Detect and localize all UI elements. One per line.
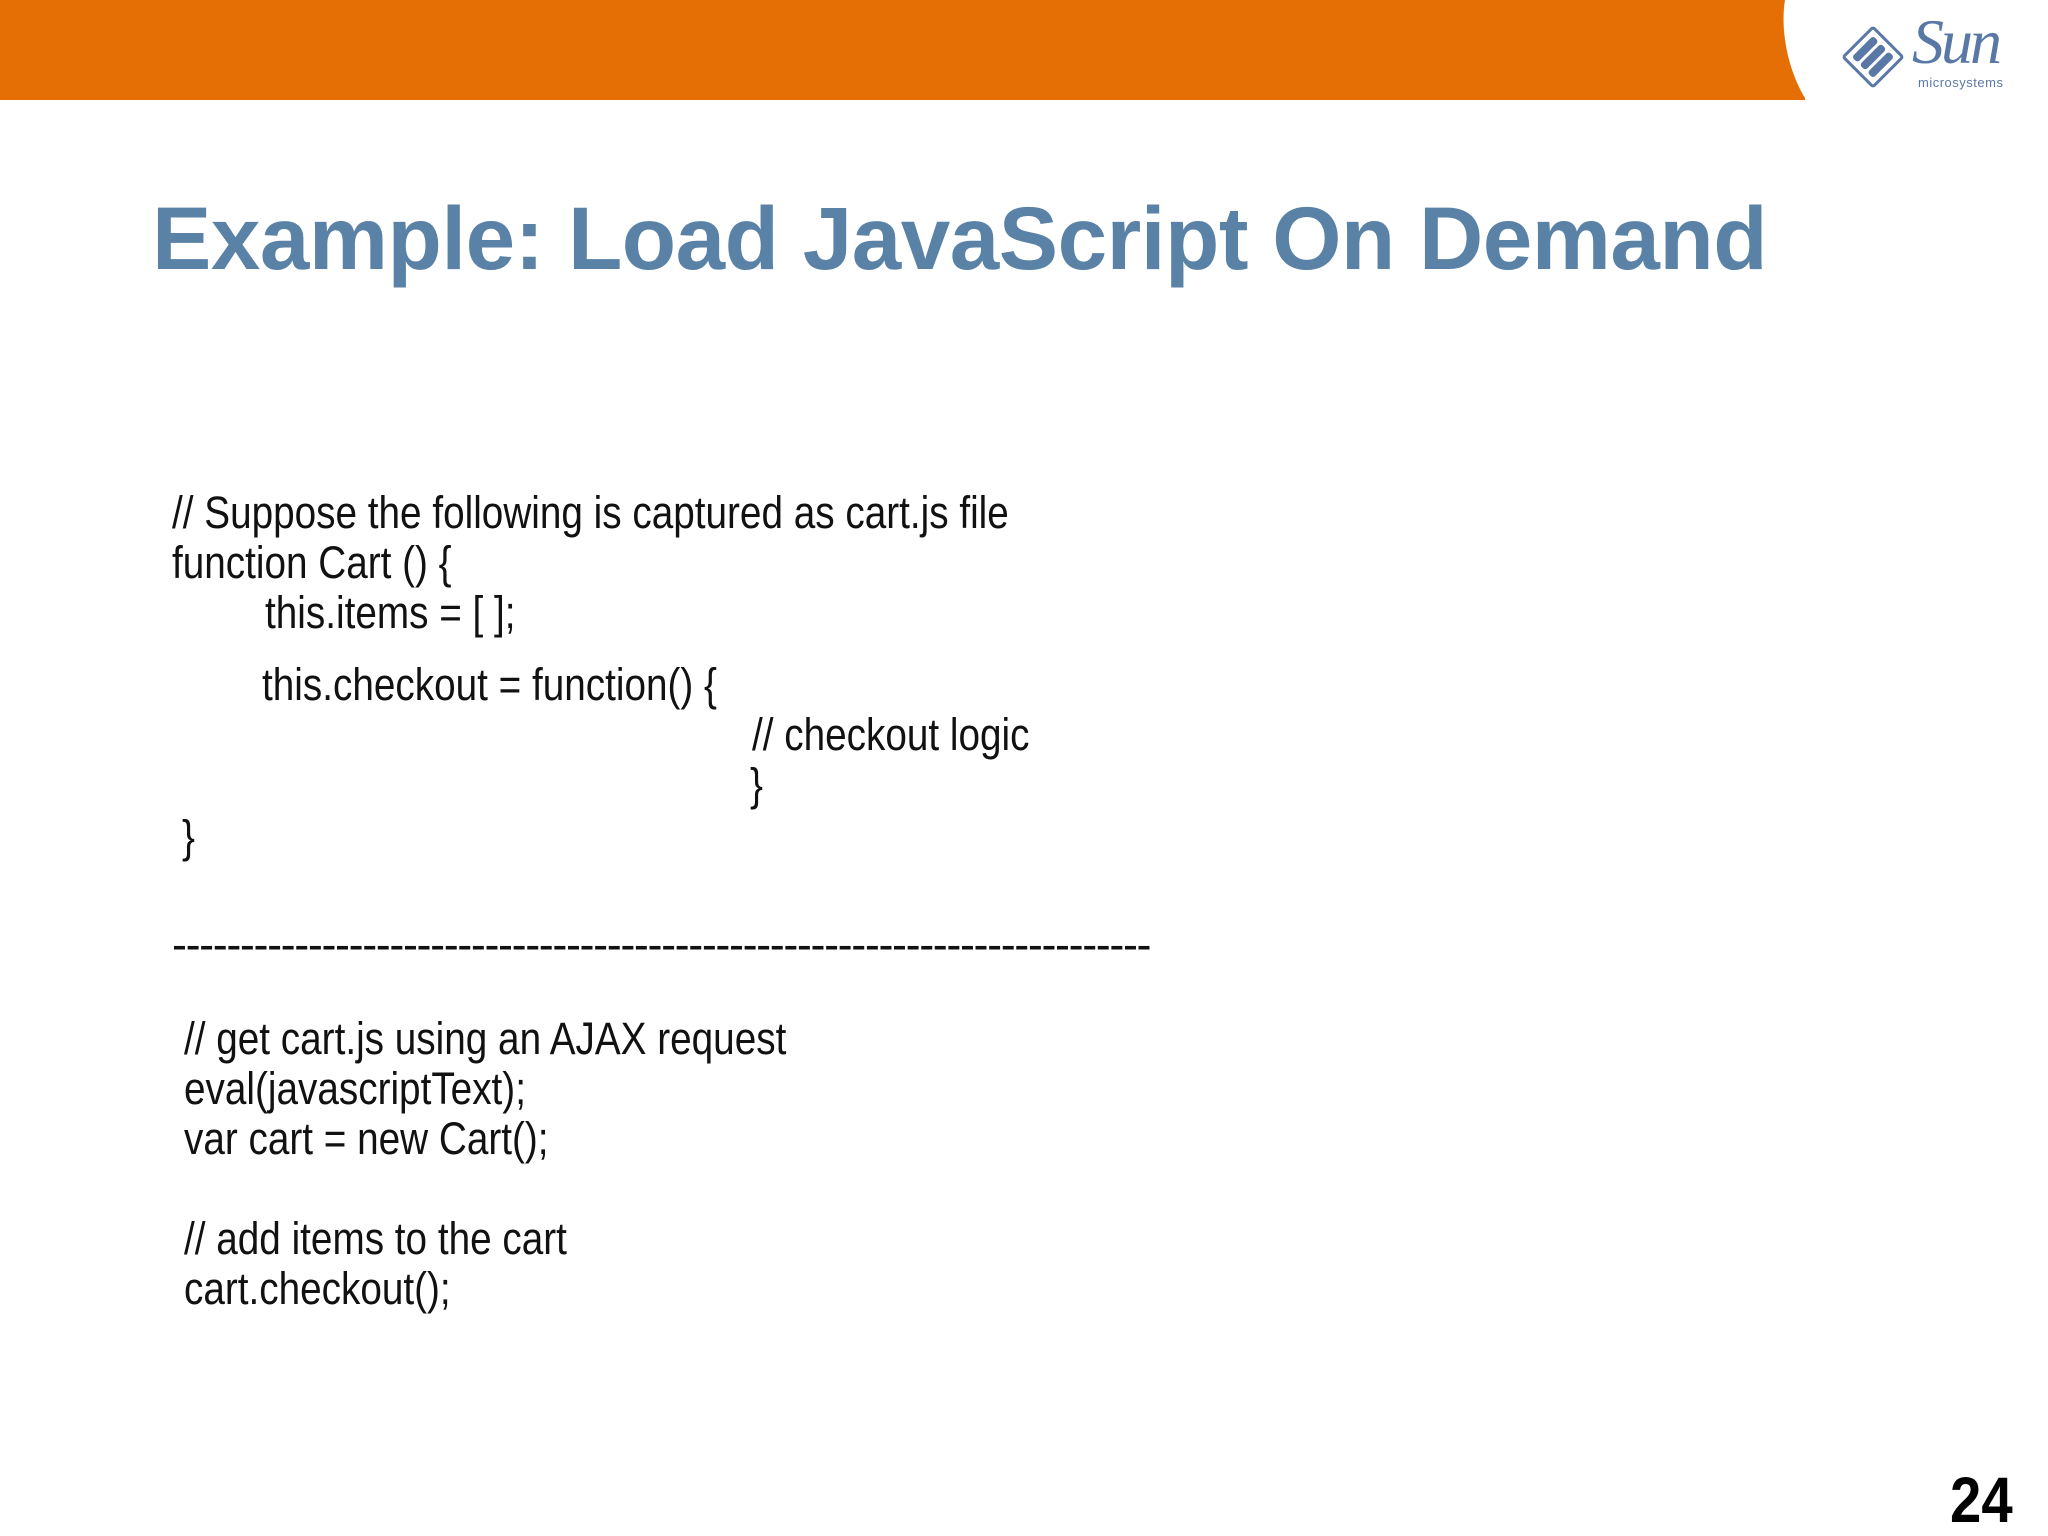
sun-logo [1840,6,2020,96]
slide-title: Example: Load JavaScript On Demand [152,188,1768,288]
code-line: eval(javascriptText); [184,1063,526,1114]
page-number: 24 [1950,1464,2013,1536]
code-line: // get cart.js using an AJAX request [184,1013,787,1064]
code-line: function Cart () { [172,537,452,588]
code-line: // add items to the cart [184,1213,567,1264]
code-line: cart.checkout(); [184,1263,451,1314]
code-line: } [750,759,763,810]
sun-logo-icon [1840,24,1906,90]
code-line: this.items = [ ]; [265,587,516,638]
header-bar [0,0,2048,100]
separator-line: ------------------------------------------------------------------------ [172,919,1151,970]
code-line: var cart = new Cart(); [184,1113,549,1164]
code-line: // checkout logic [752,709,1030,760]
code-line: // Suppose the following is captured as cart.js file [172,487,1009,538]
logo-wordmark: Sun [1912,6,1999,77]
header-bar-shape [0,0,2048,100]
code-line: } [182,811,195,862]
code-line: this.checkout = function() { [262,659,717,710]
logo-subtitle: microsystems [1918,75,2004,90]
